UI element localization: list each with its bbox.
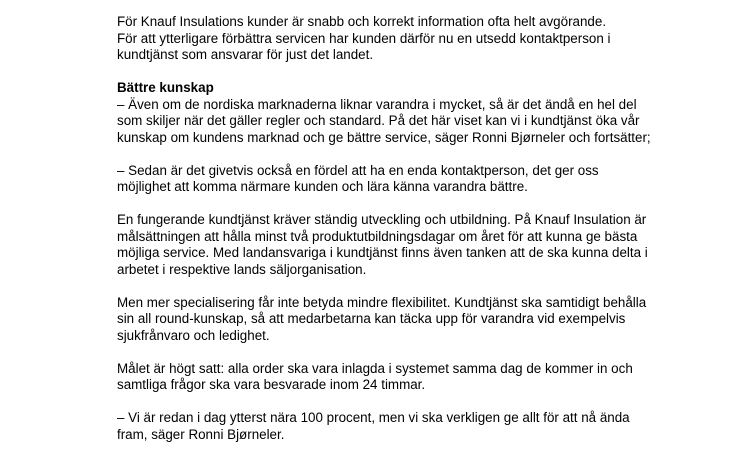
text-line: sin all round-kunskap, så att medarbetarna kan täcka upp för varandra vid exempelvis	[117, 311, 626, 326]
text-line: – Vi är redan i dag ytterst nära 100 procent, men vi ska verkligen ge allt för att nå ända	[117, 410, 630, 425]
text-line: som skiljer när det gäller regler och standard. På det här viset kan vi i kundtjänst öka vår	[117, 113, 640, 128]
text-line: Målet är högt satt: alla order ska vara inlagda i systemet samma dag de kommer in och	[117, 360, 633, 376]
paragraph-goal	[117, 361, 717, 394]
text-line: samtliga frågor ska vara besvarade inom 24 timmar.	[117, 377, 426, 392]
text-line: kunskap om kundens marknad och ge bättre service, säger Ronni Bjørneler och fortsätter;	[117, 129, 651, 145]
paragraph-knowledge	[117, 97, 717, 147]
text-line: arbetet i respektive lands säljorganisation.	[117, 261, 367, 277]
text-line: fram, säger Ronni Bjørneler.	[117, 426, 285, 442]
text-line: – Sedan är det givetvis också en fördel att ha en enda kontaktperson, det ger oss	[117, 162, 599, 178]
section-heading: Bättre kunskap	[117, 80, 214, 95]
text-line: möjliga service. Med landansvariga i kundtjänst finns även tanken att de ska kunna delta i	[117, 245, 648, 260]
paragraph-flexibility	[117, 295, 717, 345]
text-line: – Även om de nordiska marknaderna liknar varandra i mycket, så är det ändå en hel del	[117, 96, 637, 112]
text-line: För Knauf Insulations kunder är snabb och korrekt information ofta helt avgörande.	[117, 14, 607, 29]
text-line: För att ytterligare förbättra servicen har kunden därför nu en utsedd kontaktperson i	[117, 30, 611, 46]
text-line: Men mer specialisering får inte betyda mindre flexibilitet. Kundtjänst ska samtidigt behålla	[117, 294, 647, 310]
text-line: sjukfrånvaro och ledighet.	[117, 327, 270, 343]
paragraph-contact-person	[117, 163, 717, 196]
text-line: möjlighet att komma närmare kunden och lära känna varandra bättre.	[117, 179, 528, 194]
text-line: En fungerande kundtjänst kräver ständig utveckling och utbildning. På Knauf Insulation är	[117, 212, 647, 227]
paragraph-closing-quote	[117, 410, 717, 443]
paragraph-intro	[117, 14, 717, 64]
text-line: kundtjänst som ansvarar för just det landet.	[117, 47, 374, 62]
document-body	[117, 14, 717, 460]
paragraph-training	[117, 212, 717, 278]
text-line: målsättningen att hålla minst två produktutbildningsdagar om året för att kunna ge bästa	[117, 228, 638, 244]
